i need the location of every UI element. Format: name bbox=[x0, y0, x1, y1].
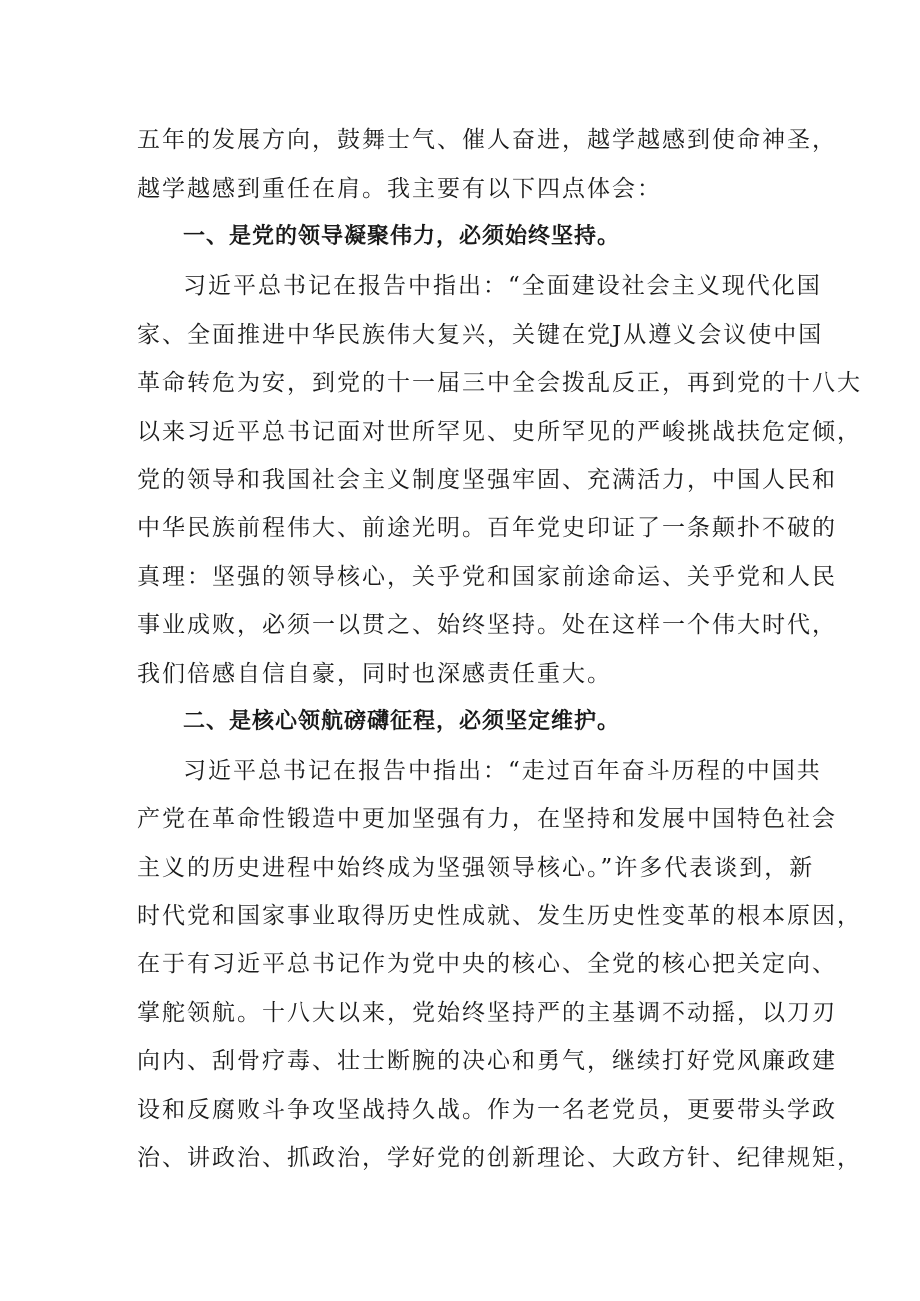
paragraph-line: 五年的发展方向，鼓舞士气、催人奋进，越学越感到使命神圣， bbox=[137, 127, 837, 153]
paragraph-line: 革命转危为安，到党的十一届三中全会拨乱反正，再到党的十八大 bbox=[137, 370, 862, 396]
paragraph-line: 时代党和国家事业取得历史性成就、发生历史性变革的根本原因， bbox=[137, 903, 862, 929]
paragraph-line: 产党在革命性锻造中更加坚强有力，在坚持和发展中国特色社会 bbox=[137, 806, 837, 832]
paragraph-line: 向内、刮骨疗毒、壮士断腕的决心和勇气，继续打好党风廉政建 bbox=[137, 1048, 837, 1074]
paragraph-line: 治、讲政治、抓政治，学好党的创新理论、大政方针、纪律规矩， bbox=[137, 1145, 862, 1171]
paragraph-line: 中华民族前程伟大、前途光明。百年党史印证了一条颠扑不破的 bbox=[137, 515, 837, 541]
paragraph-line: 党的领导和我国社会主义制度坚强牢固、充满活力，中国人民和 bbox=[137, 467, 837, 493]
paragraph-line: 越学越感到重任在肩。我主要有以下四点体会： bbox=[137, 176, 662, 202]
paragraph-line: 习近平总书记在报告中指出：“全面建设社会主义现代化国 bbox=[183, 273, 822, 299]
paragraph-line: 我们倍感自信自豪，同时也深感责任重大。 bbox=[137, 661, 612, 687]
paragraph-line: 在于有习近平总书记作为党中央的核心、全党的核心把关定向、 bbox=[137, 951, 837, 977]
paragraph-line: 主义的历史进程中始终成为坚强领导核心。”许多代表谈到，新 bbox=[137, 855, 815, 881]
paragraph-line: 掌舵领航。十八大以来，党始终坚持严的主基调不动摇，以刀刃 bbox=[137, 1000, 837, 1026]
section-heading-2: 二、是核心领航磅礴征程，必须坚定维护。 bbox=[183, 709, 621, 734]
paragraph-line: 真理：坚强的领导核心，关乎党和国家前途命运、关乎党和人民 bbox=[137, 564, 837, 590]
paragraph-line: 事业成败，必须一以贯之、始终坚持。处在这样一个伟大时代， bbox=[137, 612, 837, 638]
paragraph-line: 设和反腐败斗争攻坚战持久战。作为一名老党员，更要带头学政 bbox=[137, 1097, 837, 1123]
section-heading-1: 一、是党的领导凝聚伟力，必须始终坚持。 bbox=[183, 224, 621, 249]
paragraph-line: 以来习近平总书记面对世所罕见、史所罕见的严峻挑战扶危定倾， bbox=[137, 419, 862, 445]
paragraph-line: 习近平总书记在报告中指出：“走过百年奋斗历程的中国共 bbox=[183, 758, 822, 784]
paragraph-line: 家、全面推进中华民族伟大复兴，关键在党J从遵义会议使中国 bbox=[137, 322, 824, 348]
